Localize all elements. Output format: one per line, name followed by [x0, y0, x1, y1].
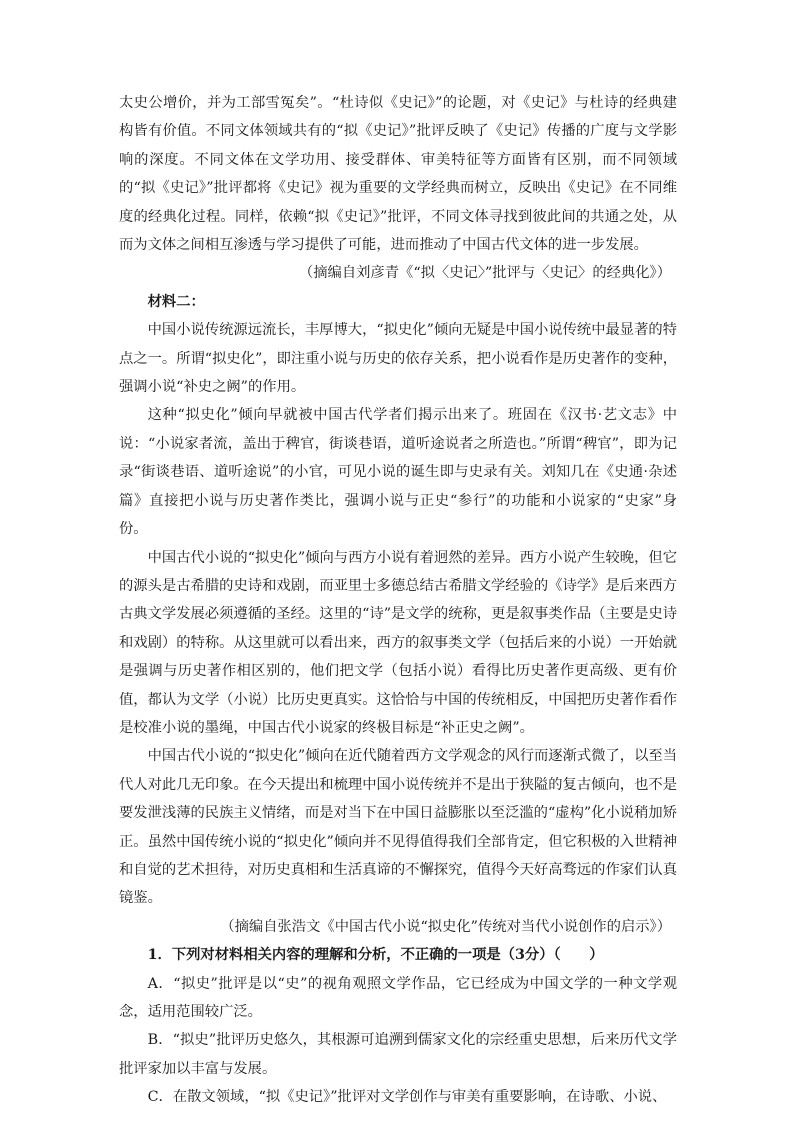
- question-one-stem: 1．下列对材料相关内容的理解和分析，不正确的一项是（3分）（ ）: [147, 947, 604, 964]
- material-two-paragraph: 中国小说传统源远流长，丰厚博大，“拟史化”倾向无疑是中国小说传统中最显著的特点之一。所谓“拟史化”，即注重小说与历史的依存关系，把小说看作是历史著作的变种，强调小说“补史之阙”的作用。: [119, 322, 677, 396]
- material-one-source: （摘编自刘彦青《“拟〈史记〉”批评与〈史记〉的经典化》）: [298, 265, 671, 282]
- material-two-heading: 材料二：: [147, 293, 205, 310]
- material-two-source: （摘编自张浩文《中国古代小说“拟史化”传统对当代小说创作的启示》）: [220, 918, 671, 935]
- document-body: [119, 89, 677, 1112]
- material-two-paragraph: 这种“拟史化”倾向早就被中国古代学者们揭示出来了。班固在《汉书·艺文志》中说：“小说家者流，盖出于稗官，街谈巷语，道听途说者之所造也。”所谓“稗官”，即为记录“街谈巷语、道听途说”的小官，可见小说的诞生即与史录有关。刘知几在《史通·杂述篇》直接把小说与历史著作类比，强调小说与正史“参行”的功能和小说家的“史家”身份。: [119, 407, 677, 538]
- material-two-paragraph: 中国古代小说的“拟史化”倾向在近代随着西方文学观念的风行而逐渐式微了，以至当代人对此几无印象。在今天提出和梳理中国小说传统并不是出于狭隘的复古倾向，也不是要发泄浅薄的民族主义情绪，而是对当下在中国日益膨胀以至泛滥的“虚构”化小说稍加矫正。虽然中国传统小说的“拟史化”倾向并不见得值得我们全部肯定，但它积极的入世精神和自觉的艺术担待，对历史真相和生活真谛的不懈探究，值得今天好高骛远的作家们认真镜鉴。: [119, 748, 677, 907]
- material-two-paragraph: 中国古代小说的“拟史化”倾向与西方小说有着迥然的差异。西方小说产生较晚，但它的源头是古希腊的史诗和戏剧，而亚里士多德总结古希腊文学经验的《诗学》是后来西方古典文学发展必须遵循的圣经。这里的“诗”是文学的统称，更是叙事类作品（主要是史诗和戏剧）的特称。从这里就可以看出来，西方的叙事类文学（包括后来的小说）一开始就是强调与历史著作相区别的，他们把文学（包括小说）看得比历史著作更高级、更有价值，都认为文学（小说）比历史更真实。这恰恰与中国的传统相反，中国把历史著作看作是校准小说的墨绳，中国古代小说家的终极目标是“补正史之阙”。: [119, 549, 677, 736]
- question-one-option-a: A．“拟史”批评是以“史”的视角观照文学作品，它已经成为中国文学的一种文学观念，适用范围较广泛。: [119, 975, 677, 1020]
- material-one-tail-paragraph: 太史公增价，并为工部雪冤矣”。“杜诗似《史记》”的论题，对《史记》与杜诗的经典建构皆有价值。不同文体领域共有的“拟《史记》”批评反映了《史记》传播的广度与文学影响的深度。不同文体在文学功用、接受群体、审美特征等方面皆有区别，而不同领域的“拟《史记》”批评都将《史记》视为重要的文学经典而树立，反映出《史记》在不同维度的经典化过程。同样，依赖“拟《史记》”批评，不同文体寻找到彼此间的共通之处，从而为文体之间相互渗透与学习提供了可能，进而推动了中国古代文体的进一步发展。: [119, 95, 677, 254]
- question-one-option-c: C．在散文领域，“拟《史记》”批评对文学创作与审美有重要影响，在诗歌、小说、: [147, 1089, 667, 1106]
- question-one-option-b: B．“拟史”批评历史悠久，其根源可追溯到儒家文化的宗经重史思想，后来历代文学批评家加以丰富与发展。: [119, 1032, 677, 1077]
